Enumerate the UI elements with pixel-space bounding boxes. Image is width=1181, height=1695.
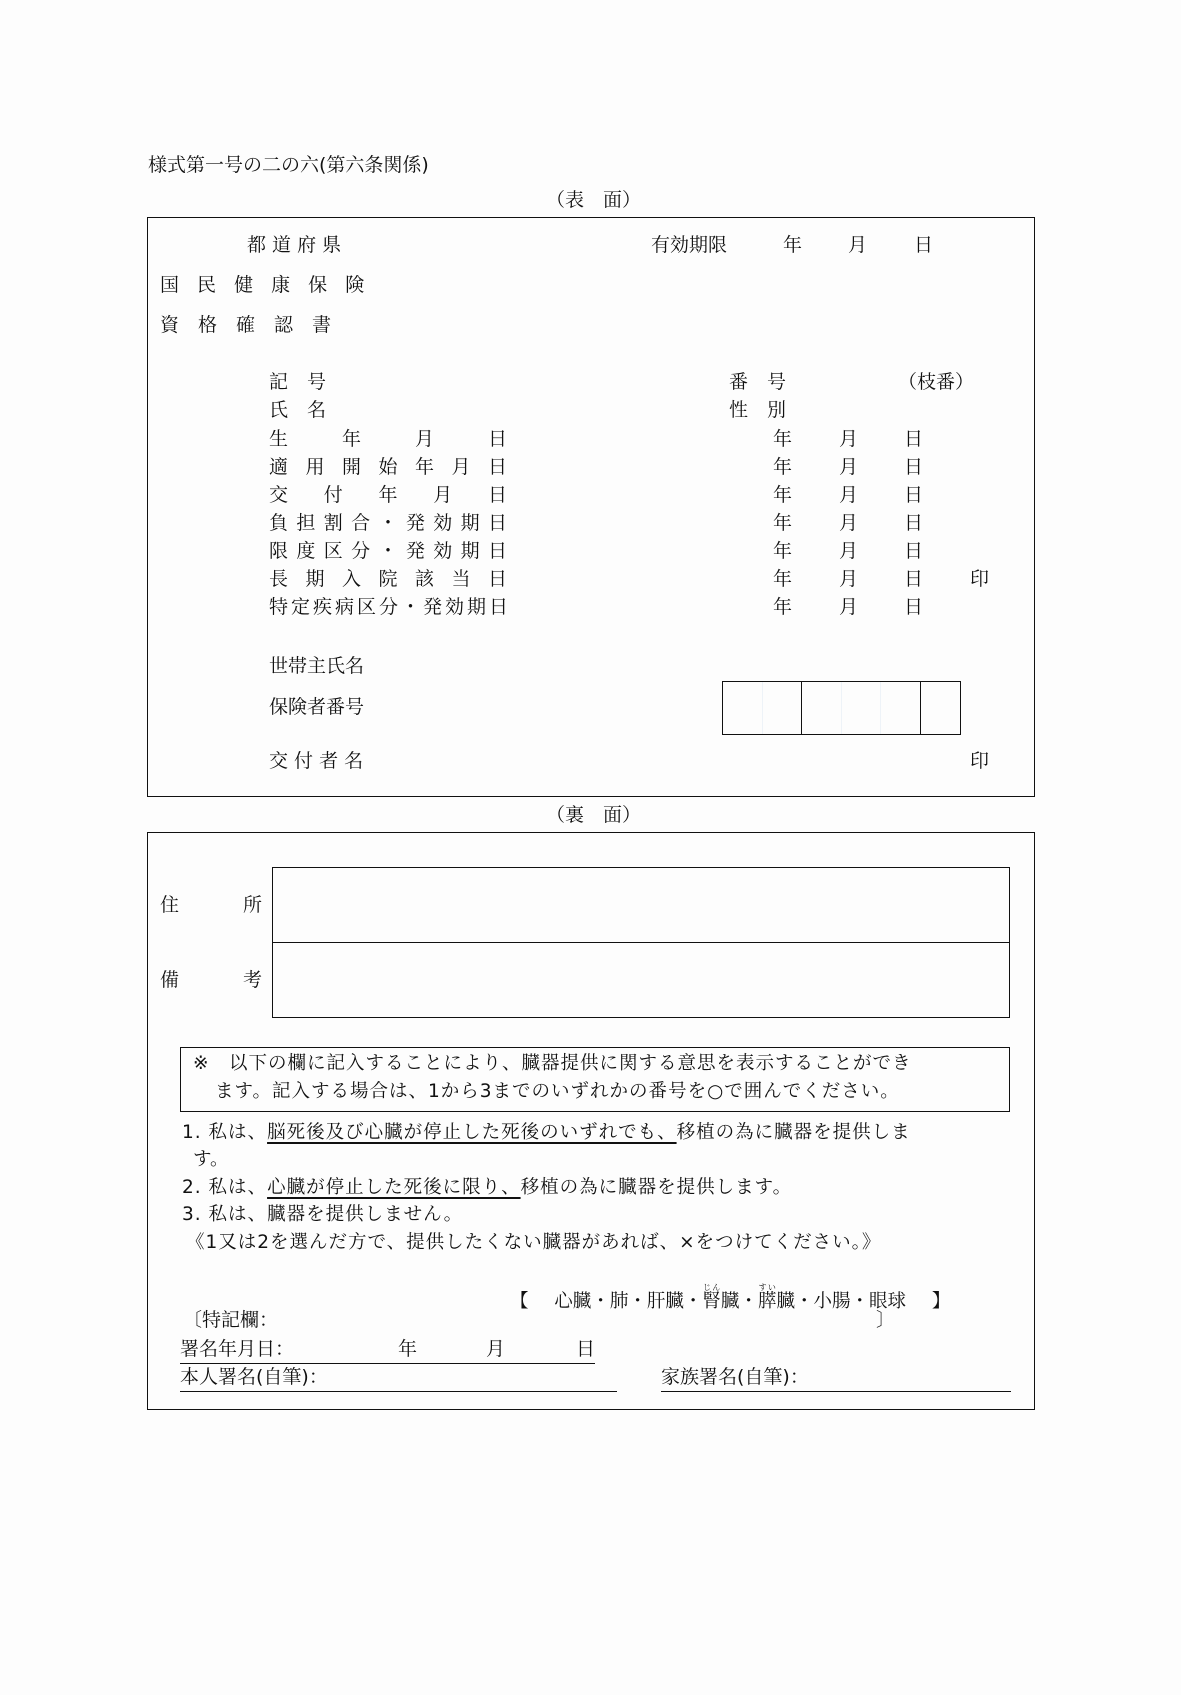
issuer-label: 交 付 者 名 — [269, 750, 364, 772]
date-row-year[interactable]: 年 — [773, 596, 793, 618]
organ-text: 臓 — [720, 1291, 740, 1312]
symbol-label: 記 号 — [269, 371, 327, 393]
separator: ・ — [794, 1291, 814, 1312]
separator: ・ — [628, 1291, 647, 1312]
self-signature-label: 本人署名(自筆)： — [180, 1366, 328, 1388]
date-row-month[interactable]: 月 — [839, 596, 859, 618]
option-prefix: 私は、 — [208, 1204, 268, 1225]
option-suffix: 移植の為に臓器を提供します。 — [520, 1177, 793, 1198]
date-row-year[interactable]: 年 — [773, 484, 793, 506]
option-underlined-text: 心臓が停止した死後に限り、 — [267, 1177, 521, 1198]
organ-item-liver[interactable]: 肝臓 — [646, 1291, 684, 1312]
date-row-month[interactable]: 月 — [839, 540, 859, 562]
organ-item-eyeball[interactable]: 眼球 — [869, 1291, 907, 1312]
sign-date-field[interactable] — [180, 1340, 595, 1364]
organ-item-heart[interactable]: 心臓 — [554, 1291, 592, 1312]
insurer-number-cell[interactable] — [842, 682, 881, 734]
ruby-reading: じん — [702, 1283, 721, 1292]
date-row-day[interactable]: 日 — [904, 596, 924, 618]
family-signature-label: 家族署名(自筆)： — [661, 1366, 809, 1388]
insurer-number-cell[interactable] — [921, 682, 959, 734]
organ-instruction: 《1又は2を選んだ方で、提供したくない臓器があれば、×をつけてください。》 — [186, 1232, 882, 1253]
donation-option-1-continuation: す。 — [193, 1149, 229, 1170]
date-row-day[interactable]: 日 — [904, 512, 924, 534]
date-row-year[interactable]: 年 — [773, 568, 793, 590]
date-row-month[interactable]: 月 — [839, 568, 859, 590]
date-row-month[interactable]: 月 — [839, 484, 859, 506]
separator: ・ — [739, 1291, 758, 1312]
insurer-number-label: 保険者番号 — [269, 696, 365, 718]
insurer-number-cell[interactable] — [763, 682, 802, 734]
insurer-number-cell[interactable] — [723, 682, 763, 734]
date-row-month[interactable]: 月 — [839, 428, 859, 450]
special-note-close-bracket: 〕 — [876, 1309, 896, 1331]
organ-text: 臓 — [776, 1291, 795, 1312]
expiry-day[interactable]: 日 — [914, 234, 934, 256]
family-signature-field[interactable] — [661, 1368, 1011, 1392]
date-row-label: 長 期 入 院 該 当 日 — [269, 568, 507, 590]
expiry-year[interactable]: 年 — [783, 234, 803, 256]
notice-line-2: ます。記入する場合は、1から3までのいずれかの番号を○で囲んでください。 — [215, 1081, 900, 1102]
date-row-year[interactable]: 年 — [773, 512, 793, 534]
expiry-label: 有効期限 — [651, 234, 728, 256]
back-side-label: （裏 面） — [546, 804, 642, 826]
expiry-month[interactable]: 月 — [848, 234, 868, 256]
date-row-month[interactable]: 月 — [839, 456, 859, 478]
date-row-label: 限度区分・発効期日 — [269, 540, 507, 562]
sign-date-month: 月 — [486, 1338, 506, 1360]
date-row-day[interactable]: 日 — [904, 540, 924, 562]
ruby-reading: すい — [757, 1283, 777, 1292]
householder-label: 世帯主氏名 — [269, 655, 365, 677]
ruby-base: 腎 — [702, 1291, 721, 1312]
date-row-year[interactable]: 年 — [773, 456, 793, 478]
sign-date-year: 年 — [398, 1338, 418, 1360]
special-note-field[interactable] — [276, 1306, 874, 1332]
date-row-label: 負担割合・発効期日 — [269, 512, 507, 534]
insurer-number-cell[interactable] — [802, 682, 842, 734]
sign-date-day: 日 — [576, 1338, 596, 1360]
branch-number-label: （枝番） — [898, 371, 975, 393]
option-prefix: 私は、 — [208, 1122, 268, 1143]
seal-mark: 印 — [970, 568, 990, 590]
sign-date-label: 署名年月日： — [180, 1338, 295, 1360]
option-number: 1. — [182, 1122, 202, 1143]
organ-item-small-intestine[interactable]: 小腸 — [813, 1291, 851, 1312]
sex-label: 性 別 — [729, 399, 787, 421]
separator: ・ — [683, 1291, 703, 1312]
donation-option-2[interactable] — [182, 1179, 792, 1198]
donation-option-3[interactable] — [182, 1206, 463, 1225]
date-row-label: 特定疾病区分・発効期日 — [269, 596, 507, 618]
option-underlined-text: 脳死後及び心臓が停止した死後のいずれでも、 — [267, 1122, 677, 1143]
date-row-day[interactable]: 日 — [904, 456, 924, 478]
date-row-year[interactable]: 年 — [773, 428, 793, 450]
form-title: 様式第一号の二の六(第六条関係) — [148, 154, 429, 176]
address-label: 住 所 — [160, 894, 262, 916]
notice-line-1: ※ 以下の欄に記入することにより、臓器提供に関する意思を表示することができ — [193, 1053, 912, 1074]
date-row-day[interactable]: 日 — [904, 568, 924, 590]
ruby-base: 膵 — [757, 1291, 777, 1312]
insurer-number-field[interactable] — [722, 681, 961, 735]
issuer-seal-mark: 印 — [970, 750, 990, 772]
date-row-day[interactable]: 日 — [904, 428, 924, 450]
name-label: 氏 名 — [269, 399, 327, 421]
date-row-day[interactable]: 日 — [904, 484, 924, 506]
option-number: 3. — [182, 1204, 202, 1225]
remarks-label: 備 考 — [160, 969, 262, 991]
organ-list-close-bracket: 】 — [931, 1291, 951, 1312]
card-title-line1: 国 民 健 康 保 険 — [160, 274, 371, 296]
donation-option-1[interactable] — [182, 1124, 911, 1143]
prefecture-label: 都 道 府 県 — [247, 234, 342, 256]
front-side-label: （表 面） — [546, 189, 642, 211]
option-suffix: 移植の為に臓器を提供しま — [676, 1122, 911, 1143]
date-row-label: 生 年 月 日 — [269, 428, 507, 450]
option-suffix: 臓器を提供しません。 — [267, 1204, 464, 1225]
date-row-month[interactable]: 月 — [839, 512, 859, 534]
number-label: 番 号 — [729, 371, 787, 393]
date-row-year[interactable]: 年 — [773, 540, 793, 562]
address-field[interactable] — [272, 867, 1010, 943]
special-note-label: 〔特記欄： — [183, 1309, 279, 1331]
card-title-line2: 資 格 確 認 書 — [160, 314, 332, 336]
option-prefix: 私は、 — [208, 1177, 268, 1198]
separator: ・ — [591, 1291, 610, 1312]
remarks-field[interactable] — [272, 942, 1010, 1018]
self-signature-field[interactable] — [180, 1368, 617, 1392]
date-row-label: 交 付 年 月 日 — [269, 484, 507, 506]
organ-list-open-bracket: 【 — [510, 1291, 529, 1312]
insurer-number-cell[interactable] — [881, 682, 921, 734]
option-number: 2. — [182, 1177, 202, 1198]
date-row-label: 適 用 開 始 年 月 日 — [269, 456, 507, 478]
organ-item-lung[interactable]: 肺 — [609, 1291, 629, 1312]
separator: ・ — [850, 1291, 870, 1312]
